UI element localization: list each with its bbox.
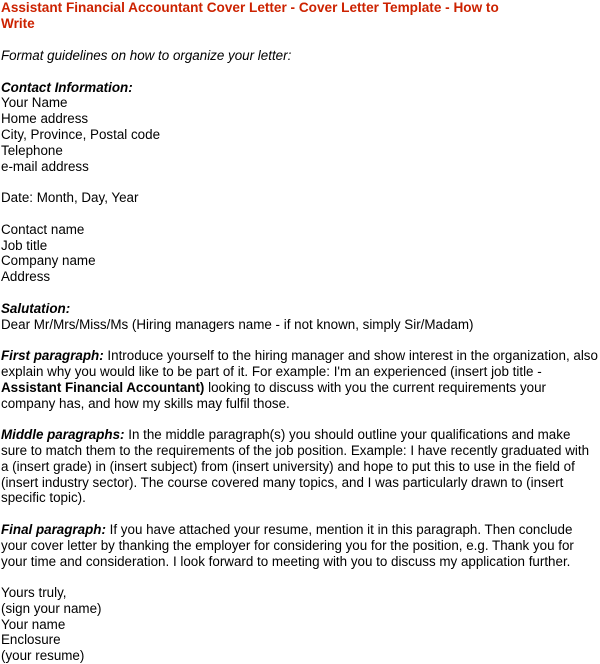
closing-line: (sign your name) [1,600,102,616]
closing-line: Enclosure [1,632,61,648]
date-section [1,190,599,206]
first-paragraph-lead: First paragraph: [1,348,104,364]
first-paragraph-text-end: looking to discuss with you the current requirements your company has, and how my skills may fulfil those. [1,379,546,411]
recipient-line: Contact name [1,221,85,237]
title-line-1: Assistant Financial Accountant Cover Letter - Cover Letter Template - How to [1,0,499,15]
contact-line: Your Name [1,95,68,111]
recipient-line: Address [1,269,51,285]
salutation-section [1,301,599,333]
first-paragraph-job-title: Assistant Financial Accountant) [1,379,205,395]
contact-line: Telephone [1,142,63,158]
final-paragraph [1,522,599,569]
middle-paragraph [1,427,599,506]
closing-section [1,585,599,664]
recipient-line: Job title [1,237,48,253]
final-paragraph-text: If you have attached your resume, mention it in this paragraph. Then conclude your cover letter by thanking the employer for considering you for the position, e.g. Thank you for your time and consideration. I look forward to meeting with you to discuss my application further. [1,521,574,569]
middle-paragraph-lead: Middle paragraphs: [1,427,125,443]
final-paragraph-lead: Final paragraph: [1,521,106,537]
document-title [1,0,599,32]
contact-line: City, Province, Postal code [1,126,161,142]
closing-line: Your name [1,616,66,632]
closing-line: Yours truly, [1,585,67,601]
contact-heading: Contact Information: [1,79,133,95]
document-page [1,0,599,664]
salutation-text: Dear Mr/Mrs/Miss/Ms (Hiring managers name - if not known, simply Sir/Madam) [1,316,474,332]
recipient-section [1,222,599,285]
salutation-heading: Salutation: [1,300,71,316]
first-paragraph [1,348,599,411]
title-line-2: Write [1,16,35,31]
middle-paragraph-text: In the middle paragraph(s) you should outline your qualifications and make sure to match them to the requirements of the job position. Example: I have recently graduated with a (insert grade) in (insert subject) from (insert university) and hope to put this to use in the field of (insert industry sector). The course covered many topics, and I was particularly drawn to (insert specific topic). [1,427,590,506]
contact-section [1,80,599,175]
closing-line: (your resume) [1,648,85,664]
recipient-line: Company name [1,253,96,269]
date-line: Date: Month, Day, Year [1,190,139,206]
first-paragraph-text: Introduce yourself to the hiring manager and show interest in the organization, also explain why you would like to be part of it. For example: I'm an experienced (insert job title - [1,348,598,379]
intro-text: Format guidelines on how to organize your letter: [1,48,292,63]
contact-line: e-mail address [1,158,89,174]
contact-line: Home address [1,111,89,127]
